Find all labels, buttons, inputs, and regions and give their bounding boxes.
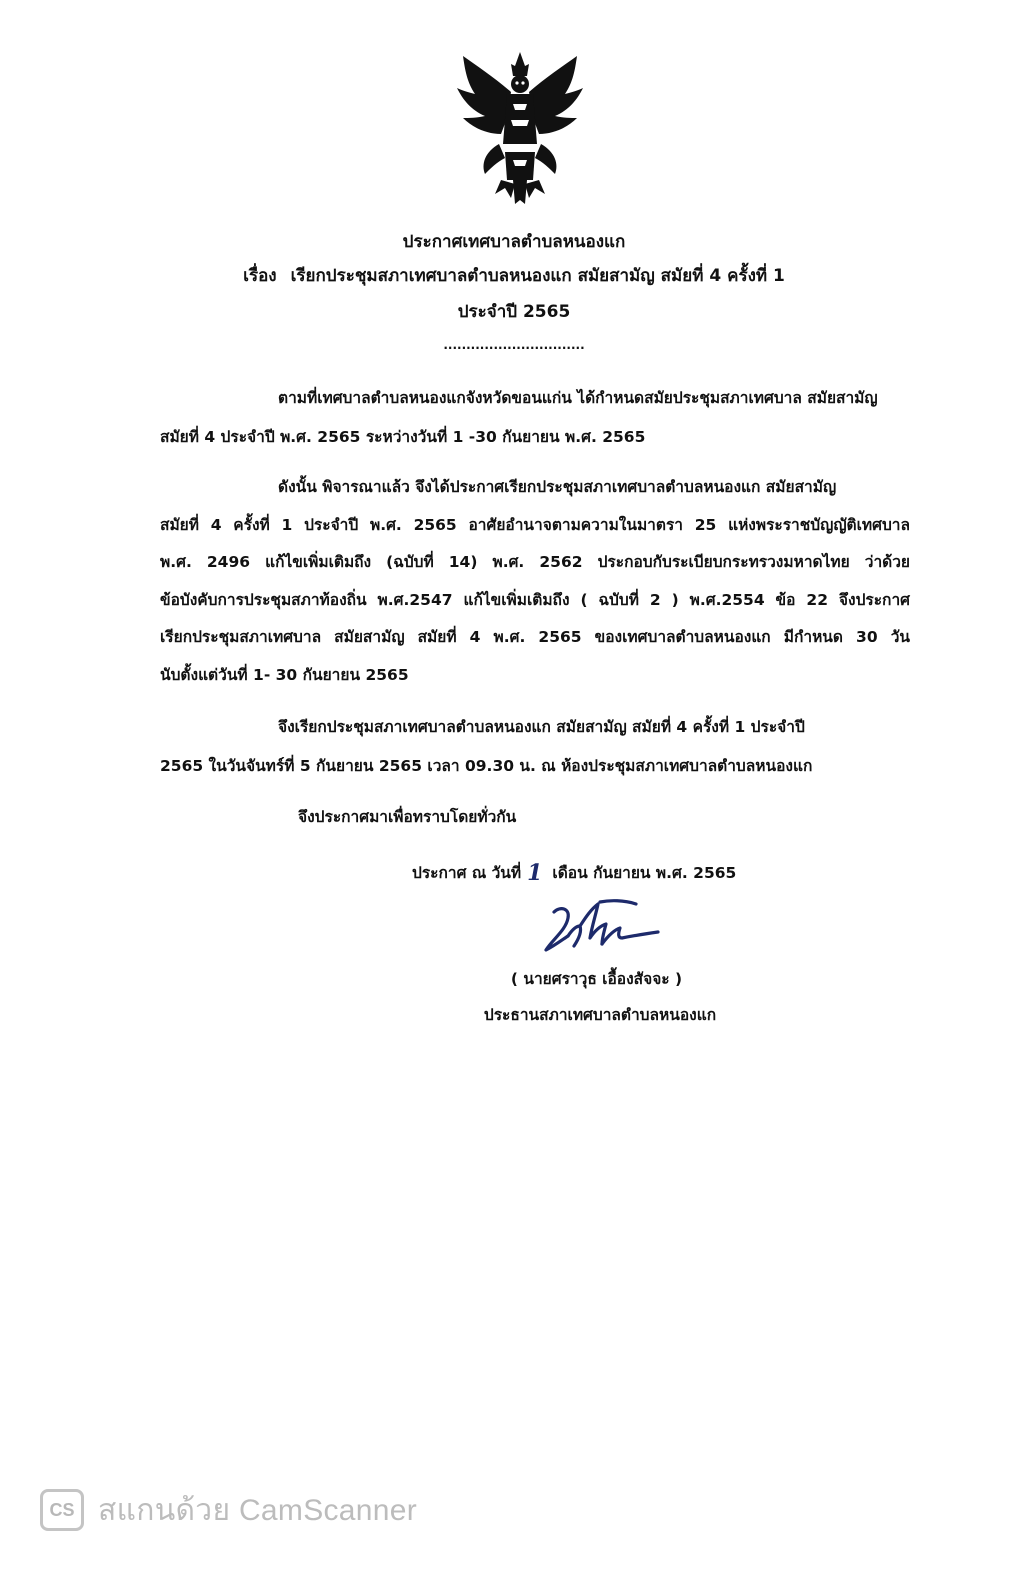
paragraph-2-line-1: ดังนั้น พิจารณาแล้ว จึงได้ประกาศเรียกประชุมสภาเทศบาลตำบลหนองแก สมัยสามัญ — [278, 478, 837, 496]
document-subject — [0, 262, 1028, 289]
paragraph-2-line-3: พ.ศ. 2496 แก้ไขเพิ่มเติมถึง (ฉบับที่ 14) พ.ศ. 2562 ประกอบกับระเบียบกระทรวงมหาดไทย ว่าด้วย — [160, 553, 910, 571]
closing-text: จึงประกาศมาเพื่อทราบโดยทั่วกัน — [298, 808, 517, 826]
garuda-emblem-icon — [455, 48, 585, 208]
date-suffix: เดือน กันยายน พ.ศ. 2565 — [552, 864, 737, 882]
paragraph-3-line-2: 2565 ในวันจันทร์ที่ 5 กันยายน 2565 เวลา 09.30 น. ณ ห้องประชุมสภาเทศบาลตำบลหนองแก — [160, 757, 813, 775]
subject-text: เรียกประชุมสภาเทศบาลตำบลหนองแก สมัยสามัญ สมัยที่ 4 ครั้งที่ 1 — [290, 266, 785, 286]
handwritten-signature-icon — [540, 896, 665, 958]
signatory-name: ( นายศราวุธ เอื้องสัจจะ ) — [510, 970, 683, 988]
watermark-text: สแกนด้วย CamScanner — [98, 1493, 418, 1527]
paragraph-1-line-2: สมัยที่ 4 ประจำปี พ.ศ. 2565 ระหว่างวันที่ 1 -30 กันยายน พ.ศ. 2565 — [160, 428, 646, 446]
document-title: ประกาศเทศบาลตำบลหนองแก — [402, 232, 626, 252]
signatory-position: ประธานสภาเทศบาลตำบลหนองแก — [483, 1006, 717, 1024]
paragraph-2-line-2: สมัยที่ 4 ครั้งที่ 1 ประจำปี พ.ศ. 2565 อาศัยอำนาจตามความในมาตรา 25 แห่งพระราชบัญญัติเทศบาล — [160, 516, 910, 534]
title-separator: ............................... — [443, 338, 585, 352]
paragraph-2-line-5: เรียกประชุมสภาเทศบาล สมัยสามัญ สมัยที่ 4 พ.ศ. 2565 ของเทศบาลตำบลหนองแก มีกำหนด 30 วัน — [160, 628, 910, 646]
paragraph-2-line-6: นับตั้งแต่วันที่ 1- 30 กันยายน 2565 — [160, 666, 409, 684]
paragraph-3-line-1: จึงเรียกประชุมสภาเทศบาลตำบลหนองแก สมัยสามัญ สมัยที่ 4 ครั้งที่ 1 ประจำปี — [278, 718, 805, 736]
subject-label: เรื่อง — [243, 266, 277, 286]
handwritten-day: 1 — [527, 860, 543, 886]
camscanner-watermark — [40, 1487, 417, 1533]
paragraph-1-line-1: ตามที่เทศบาลตำบลหนองแกจังหวัดขอนแก่น ได้กำหนดสมัยประชุมสภาเทศบาล สมัยสามัญ — [278, 389, 878, 407]
announcement-date — [412, 858, 736, 885]
camscanner-logo-icon: CS — [40, 1489, 84, 1531]
paragraph-2-line-4: ข้อบังคับการประชุมสภาท้องถิ่น พ.ศ.2547 แก้ไขเพิ่มเติมถึง ( ฉบับที่ 2 ) พ.ศ.2554 ข้อ 22 จึงประกาศ — [160, 591, 910, 609]
date-prefix: ประกาศ ณ วันที่ — [412, 864, 522, 882]
document-year: ประจำปี 2565 — [457, 302, 571, 322]
